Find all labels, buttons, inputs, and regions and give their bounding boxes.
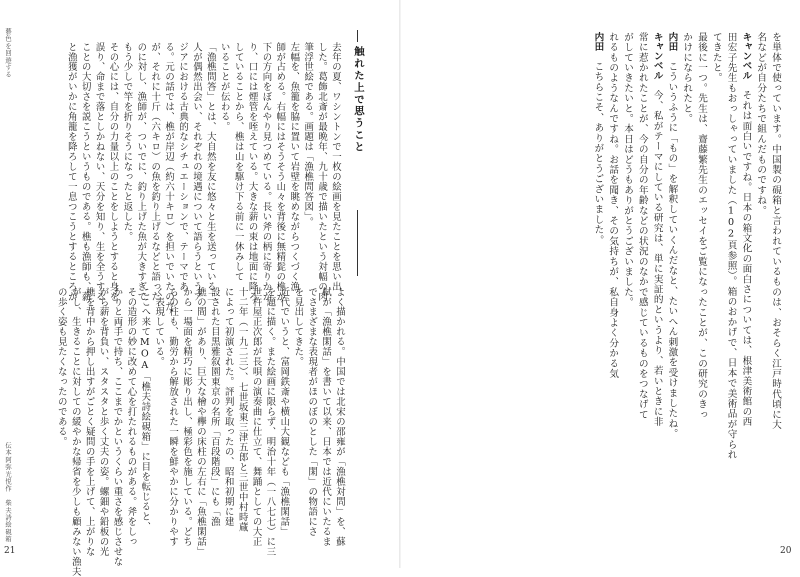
dialogue-line bbox=[693, 32, 708, 420]
dialogue-text: かけになられたと。 bbox=[681, 32, 693, 124]
text-line: のに対し、漁師が、ついでに、釣り上げた魚が大きすぎて bbox=[135, 42, 147, 302]
text-line: り、口には煙管を咥えている。大きな薪の束は地面に降ろ bbox=[246, 42, 258, 302]
text-line: 誤り、命まで落としかねない、天分を知り、生を全うする bbox=[93, 42, 105, 302]
text-line: と漁獲がいかに角籠を降ろして一息つこうとするところが bbox=[65, 42, 77, 302]
text-line: 下の方向をぼんやり見つめている。長い斧の柄に寄りかか bbox=[260, 42, 272, 302]
text-line: 設された目黒雅叙園東京の名所「百段階段」にも「漁 bbox=[208, 287, 220, 527]
text-line: らの柱も、勤労から解放された一瞬を鮮やかに分かりやす bbox=[167, 287, 179, 547]
text-line: から一場面を精巧に彫り出し、極彩色を施している。どち bbox=[181, 287, 193, 547]
text-line: が、それに十斤（六キロ）の魚を釣り上げるなどと語った bbox=[149, 42, 161, 302]
dialogue-text: を単体で使っています。中国製の硯箱と言われているものは、おそらく江戸時代頃に大 bbox=[770, 32, 781, 430]
text-line: 左幅を、魚籠を脇に置いて岩壁を眺めながらつくづく漁 bbox=[288, 42, 300, 292]
text-line: く表現している。 bbox=[153, 287, 165, 367]
text-line: よく描かれる。中国では北宋の邵雍が「漁樵対問」を、蘇 bbox=[334, 287, 345, 547]
dialogue-line bbox=[708, 32, 723, 362]
speaker-label: 内田 bbox=[592, 32, 604, 52]
block-divider bbox=[34, 283, 360, 284]
text-line: の歩く姿も見たくなったのである。 bbox=[55, 287, 67, 447]
text-line: いることが伝わる。 bbox=[218, 42, 230, 132]
dialogue-text: がしていきたいと。本日はどうもありがとうございました。 bbox=[622, 32, 634, 308]
dialogue-line bbox=[723, 32, 738, 460]
essay-upper-block bbox=[46, 42, 342, 312]
dialogue-line bbox=[664, 32, 679, 439]
dialogue-line bbox=[752, 32, 767, 362]
title-rule-bottom bbox=[357, 210, 358, 276]
text-line: を題に描く。また絵画に限らず、明治十年（一八七七）に三 bbox=[264, 287, 276, 557]
text-line: 樵を背中から押し出すがごとく疑問の手を上げて、上がりな bbox=[83, 287, 95, 557]
dialogue-text: こちらこそ、ありがとうございました。 bbox=[592, 61, 604, 246]
text-line: がし、生きることに対しての緩やかな帰省を少しも顧みない漁夫 bbox=[69, 287, 81, 577]
page-number-left: 21 bbox=[4, 546, 16, 556]
text-line: ことの大切さを説こうというものである。樵も漁師も、薪 bbox=[79, 42, 91, 302]
text-line: 去年の夏、ワシントンで一枚の絵画を見たことを思い出 bbox=[330, 42, 341, 292]
running-foot: 伝本阿弥光悦作 柴夫詩絵硯箱 bbox=[4, 442, 11, 543]
dialogue-text: 今、私がテーマにしている研究は、単に実証的というより、若いときに非 bbox=[651, 90, 663, 427]
text-line: がら薪を背負い、スタスタと歩く丈夫の姿。螺鈿や鉛板の光 bbox=[97, 287, 109, 557]
dialogue-block bbox=[526, 32, 782, 460]
page-number-right: 20 bbox=[780, 546, 792, 556]
text-line: 近代でいうと、富岡鉄斎や横山大観なども「漁樵閑話」 bbox=[278, 287, 290, 537]
gutter bbox=[399, 0, 401, 568]
text-line: ジアにおける古典的なシチュエーションで、テーマであ bbox=[177, 42, 189, 292]
text-line: ここへ来てMOA「樵夫詩絵硯箱」に目を転じると、 bbox=[139, 287, 151, 532]
essay-title: 触れた上で思うこと bbox=[352, 46, 364, 154]
text-line: る。元の話では、樵が岸辺（約六十キロ）を担いでいたのだ bbox=[163, 42, 175, 312]
speaker-label: キャンベル bbox=[651, 32, 663, 80]
dialogue-line bbox=[604, 32, 619, 379]
dialogue-text: こういうふうに「もの」を解釈していくんだなと、たいへん刺激を受けましたね。 bbox=[666, 61, 678, 439]
dialogue-text: 田宏子先生もおっしゃっていました（102頁参照）。箱のおかげで、日本で美術品が守られ bbox=[725, 32, 737, 460]
dialogue-text: れるものようなんですね。お話を聞き、その気持ちが、私自身よく分かる気 bbox=[607, 32, 619, 379]
text-line: 師が占める。右幅にはそうそう山々を背後に無精髭の樵が bbox=[274, 42, 286, 302]
dialogue-text: それは面白いですね。日本の箱文化の面白さについては、根津美術館の西 bbox=[740, 90, 752, 427]
dialogue-line bbox=[738, 32, 753, 427]
text-line: 軾が「漁樵閑話」を書いて以来、日本では近代にいたるま bbox=[320, 287, 332, 547]
text-line: その造形の妙に改めて心を打たれるものがある。斧をしっ bbox=[125, 287, 137, 547]
text-line: していることから、樵は山を駆け下る前に一休みして bbox=[232, 42, 244, 282]
dialogue-line bbox=[634, 32, 649, 420]
dialogue-text: 最後に一つ。先生は、齋藤繁先生のエッセイをご覧になったことが、この研究のきっ bbox=[696, 32, 708, 420]
text-line: 筆浮世絵である。画題は「漁樵問答図」。 bbox=[302, 42, 314, 228]
text-line: もう少しで竿を折りそうになったと返した。 bbox=[121, 42, 133, 242]
dialogue-line bbox=[590, 32, 605, 362]
text-line: その心には、自分の力量以上のことをしようとすると身を bbox=[107, 42, 119, 302]
text-line: 「漁樵問答」とは、大自然を友に悠々と生を送っている二 bbox=[204, 42, 216, 302]
text-line: 樵の間」があり、巨大な檜や欅の床柱の左右に「魚樵閑話」 bbox=[194, 287, 206, 557]
speaker-label: キャンベル bbox=[740, 32, 752, 80]
dialogue-line bbox=[649, 32, 664, 427]
text-line: によって初演された。評判を取ったの、昭和初期に建 bbox=[222, 287, 234, 527]
text-line: 人が偶然出会い、それぞれの境遇について語らうというア bbox=[190, 42, 202, 302]
text-line: 十二年（一九二三）、七世坂東三津五郎と三世中村時蔵 bbox=[236, 287, 248, 533]
dialogue-line bbox=[678, 32, 693, 362]
running-head: 藝色を回遊する bbox=[4, 28, 11, 79]
dialogue-text: てきたと。 bbox=[710, 32, 722, 83]
text-line: かりと両手で持ち、ここまでかというくらい重さを感じさせな bbox=[111, 287, 123, 567]
speaker-label: 内田 bbox=[666, 32, 678, 52]
text-line: 世杵屋正次郎が長唄の演奏曲に仕立て、舞踊としての大正 bbox=[250, 287, 262, 547]
title-rule-top bbox=[357, 30, 358, 42]
dialogue-text: 常に惹かれたことが、今の自分の年齢などの状況のなかで感じているものをつなげて bbox=[636, 32, 648, 420]
text-line: した。葛飾北斎が最晩年、九十歳で描いたという対幅の肉 bbox=[316, 42, 328, 302]
dialogue-line bbox=[767, 32, 782, 430]
text-line: でさまざまな表現者がほのぼのとした「閑」の物語にさ bbox=[306, 287, 318, 537]
dialogue-text: 名などが自分たちで組んだものですね。 bbox=[755, 32, 767, 216]
essay-lower-block bbox=[34, 287, 346, 577]
dialogue-line bbox=[619, 32, 634, 362]
text-line: を見出してきた。 bbox=[292, 287, 304, 367]
